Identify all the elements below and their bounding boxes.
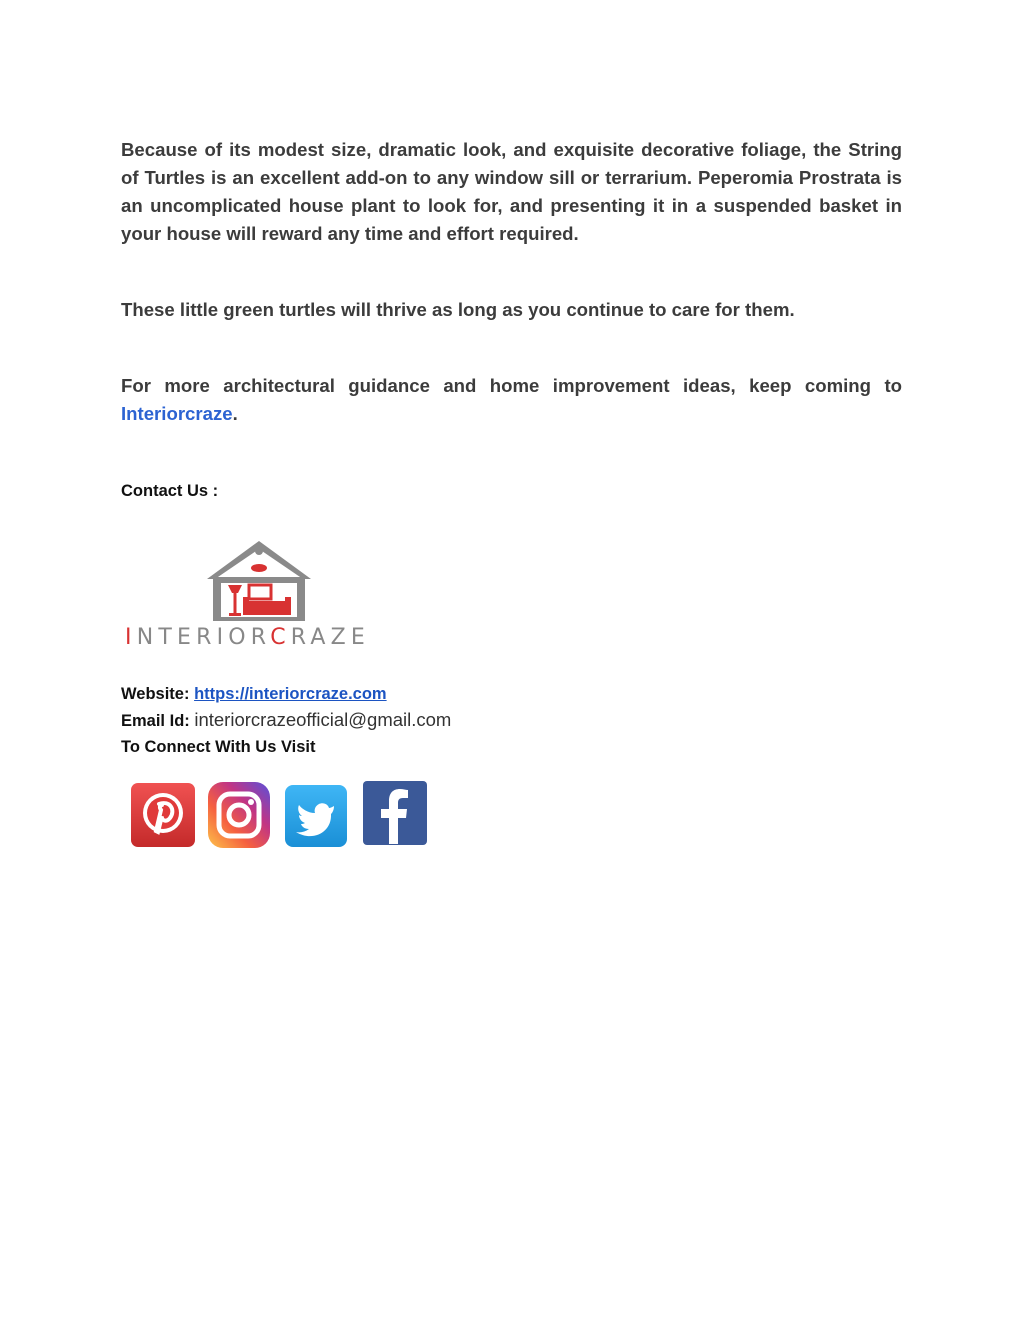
website-link[interactable]: https://interiorcraze.com — [194, 685, 387, 703]
contact-heading: Contact Us : — [121, 482, 219, 500]
social-links — [126, 760, 436, 860]
interiorcraze-link[interactable]: Interiorcraze — [121, 403, 233, 424]
pinterest-icon[interactable] — [130, 782, 196, 850]
email-line — [121, 707, 721, 734]
house-logo-icon — [125, 537, 395, 627]
logo-wordmark: INTERIORCRAZE — [125, 625, 370, 650]
interiorcraze-logo — [125, 537, 395, 657]
contact-info — [121, 681, 721, 760]
website-line — [121, 681, 721, 707]
twitter-icon[interactable] — [284, 784, 348, 850]
email-label: Email Id: — [121, 712, 190, 730]
email-value[interactable]: interiorcrazeofficial@gmail.com — [194, 709, 452, 730]
paragraph-guidance-end: . — [232, 403, 238, 424]
paragraph-thrive: These little green turtles will thrive as long as you continue to care for them. — [121, 299, 795, 320]
paragraph-guidance — [121, 372, 902, 428]
instagram-icon[interactable] — [206, 780, 272, 850]
facebook-icon[interactable] — [362, 780, 428, 846]
article-body — [121, 136, 902, 502]
website-label: Website: — [121, 685, 190, 703]
connect-line — [121, 734, 721, 760]
paragraph-guidance-text: For more architectural guidance and home improvement ideas, keep coming to — [121, 375, 902, 396]
connect-label: To Connect With Us Visit — [121, 738, 316, 756]
paragraph-intro: Because of its modest size, dramatic look, and exquisite decorative foliage, the String of Turtles is an excellent add-on to any window sill or terrarium. Peperomia Prostrata is an uncomplicated house plant to look for, and presenting it in a suspended basket in your house will reward any time and effort required. — [121, 139, 902, 244]
